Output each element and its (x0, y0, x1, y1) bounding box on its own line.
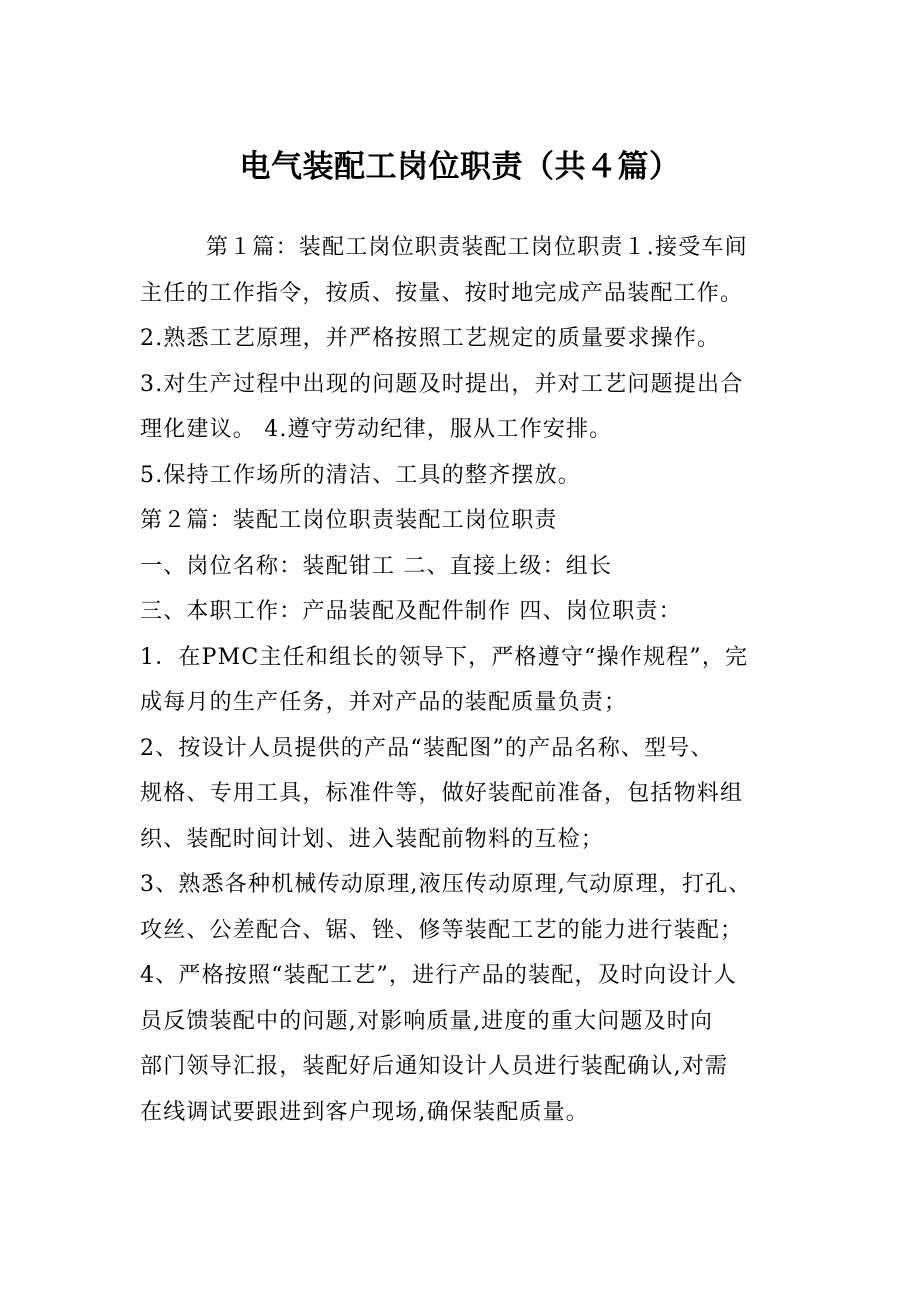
document-title: 电气装配工岗位职责（共４篇） (239, 149, 681, 185)
paragraph-line: 规格、专用工具，标准件等，做好装配前准备，包括物料组 (140, 781, 744, 806)
paragraph-line: 第１篇：装配工岗位职责装配工岗位职责１.接受车间 (206, 235, 748, 260)
paragraph-line: 在线调试要跟进到客户现场,确保装配质量。 (140, 1099, 589, 1125)
paragraph-line: 5.保持工作场所的清洁、工具的整齐摆放。 (140, 462, 581, 488)
paragraph-line: 部门领导汇报，装配好后通知设计人员进行装配确认,对需 (140, 1054, 729, 1079)
paragraph-line: 2.熟悉工艺原理，并严格按照工艺规定的质量要求操作。 (140, 326, 721, 351)
paragraph-line: 攻丝、公差配合、锯、锉、修等装配工艺的能力进行装配； (140, 917, 744, 943)
paragraph-line: 成每月的生产任务，并对产品的装配质量负责； (140, 690, 628, 715)
paragraph-line: 理化建议。 4.遵守劳动纪律，服从工作安排。 (140, 417, 613, 442)
paragraph-line: 织、装配时间计划、进入装配前物料的互检； (140, 826, 605, 852)
paragraph-line: 1．在PMC主任和组长的领导下，严格遵守“操作规程”，完 (140, 644, 749, 670)
paragraph-line: 2、按设计人员提供的产品“装配图”的产品名称、型号、 (140, 735, 714, 761)
section-heading: 第２篇：装配工岗位职责装配工岗位职责 (140, 508, 558, 533)
paragraph-line: 一、岗位名称：装配钳工 二、直接上级：组长 (140, 553, 613, 579)
paragraph-line: 3、熟悉各种机械传动原理,液压传动原理,气动原理，打孔、 (140, 872, 752, 897)
paragraph-line: 三、本职工作：产品装配及配件制作 四、岗位职责： (140, 599, 682, 624)
paragraph-line: 主任的工作指令，按质、按量、按时地完成产品装配工作。 (140, 280, 744, 306)
paragraph-line: 3.对生产过程中出现的问题及时提出，并对工艺问题提出合 (140, 371, 744, 397)
paragraph-line: 4、严格按照“装配工艺”，进行产品的装配，及时向设计人 (140, 963, 737, 988)
document-body (140, 225, 800, 1135)
paragraph-line: 员反馈装配中的问题,对影响质量,进度的重大问题及时向 (140, 1008, 714, 1034)
